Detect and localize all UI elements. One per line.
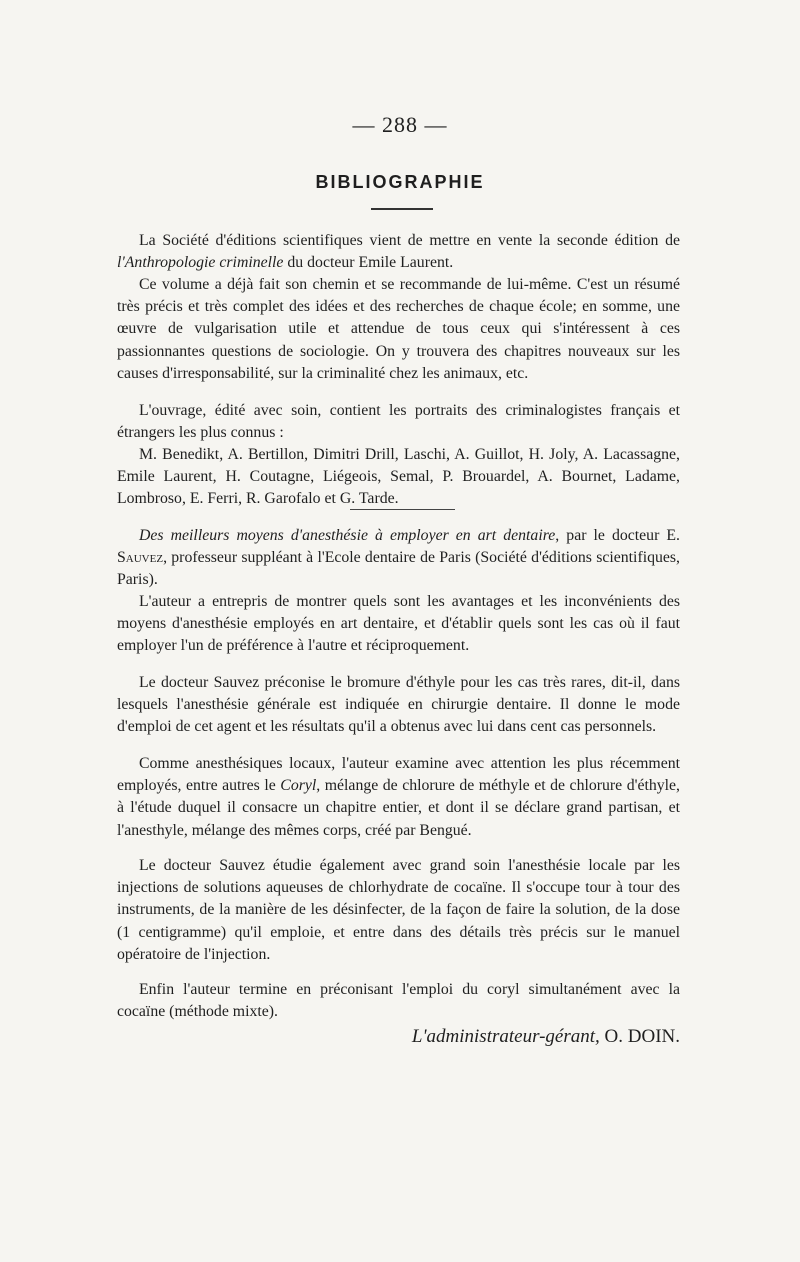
signature-role: L'administrateur-gérant,	[411, 1026, 600, 1047]
review2-intro-paragraph	[117, 525, 680, 592]
review2-local-text-b: , mélange de chlorure de méthyle et de chlorure d'éthyle, à l'étude duquel il consacre un chapitre entier, et dont il se déclare grand partisan, et l'anesthyle, mélange des mêmes corps, créé par Bengué.	[117, 777, 680, 839]
review2-conclusion-paragraph: Enfin l'auteur termine en préconisant l'emploi du coryl simultanément avec la cocaïne (méthode mixte).	[117, 981, 680, 1021]
review1-intro-text-b: du docteur Emile Laurent.	[283, 254, 454, 272]
signature-name: O. DOIN.	[604, 1026, 680, 1047]
review2-local-anesthetics-paragraph	[117, 753, 680, 842]
review2-coryl-term: Coryl	[280, 777, 317, 795]
review2-aim-paragraph: L'auteur a entrepris de montrer quels sont les avantages et les inconvénients des moyens d'anesthésie employés en art dentaire, et d'établir quels sont les cas où il faut employer l'un de préférence à l'autre et réciproquement.	[117, 593, 680, 655]
review2-cocaine-paragraph: Le docteur Sauvez étudie également avec grand soin l'anesthésie locale par les injections de solutions aqueuses de chlorhydrate de cocaïne. Il s'occupe tour à tour des instruments, de la manière de les désinfecter, de la façon de faire la solution, de la dose (1 centigramme) qu'il emploie, et entre dans des détails très précis sur le manuel opératoire de l'injection.	[117, 857, 680, 963]
review1-portraits-paragraph: L'ouvrage, édité avec soin, contient les portraits des criminalogistes français et étrangers les plus connus :	[117, 402, 680, 442]
review1-summary-paragraph: Ce volume a déjà fait son chemin et se recommande de lui-même. C'est un résumé très précis et très complet des idées et des recherches de chaque école; en somme, une œuvre de vulgarisation utile et attendue de tous ceux qui s'intéressent à ces passionnantes questions de sociologie. On y trouvera des chapitres nouveaux sur les causes d'irresponsabilité, sur la criminalité chez les animaux, etc.	[117, 276, 680, 382]
page-number: — 288 —	[352, 112, 448, 137]
review2-intro-text-a: , par le docteur E.	[555, 527, 680, 544]
review2-bromure-paragraph: Le docteur Sauvez préconise le bromure d'éthyle pour les cas très rares, dit-il, dans lesquels l'anesthésie générale est indiquée en chirurgie dentaire. Il donne le mode d'emploi de cet agent et les résultats qu'il a obtenus avec lui dans cent cas personnels.	[117, 674, 680, 736]
review1-names-paragraph: M. Benedikt, A. Bertillon, Dimitri Drill, Laschi, A. Guillot, H. Joly, A. Lacassagne, Emile Laurent, H. Coutagne, Liégeois, Semal, P. Brouardel, A. Bournet, Ladame, Lombroso, E. Ferri, R. Garofalo et G. Tarde.	[117, 446, 680, 508]
review1-book-title: l'Anthropologie criminelle	[117, 254, 284, 272]
review2-local-text-a: Comme anesthésiques locaux, l'auteur examine avec attention les plus récemment employés, entre autres le	[117, 755, 680, 795]
review2-author-name: Sauvez	[117, 549, 164, 567]
title-underline	[371, 208, 433, 210]
publisher-signature	[320, 1026, 680, 1048]
review1-intro-text-a: La Société d'éditions scientifiques vient de mettre en vente la seconde édition de	[139, 232, 680, 249]
review2-intro-text-b: , professeur suppléant à l'Ecole dentaire de Paris (Société d'éditions scientifiques, Paris).	[117, 549, 680, 589]
review2-book-title: Des meilleurs moyens d'anesthésie à employer en art dentaire	[139, 527, 556, 544]
review1-intro-paragraph	[117, 230, 680, 274]
section-separator	[350, 509, 455, 510]
section-title: BIBLIOGRAPHIE	[315, 172, 485, 192]
